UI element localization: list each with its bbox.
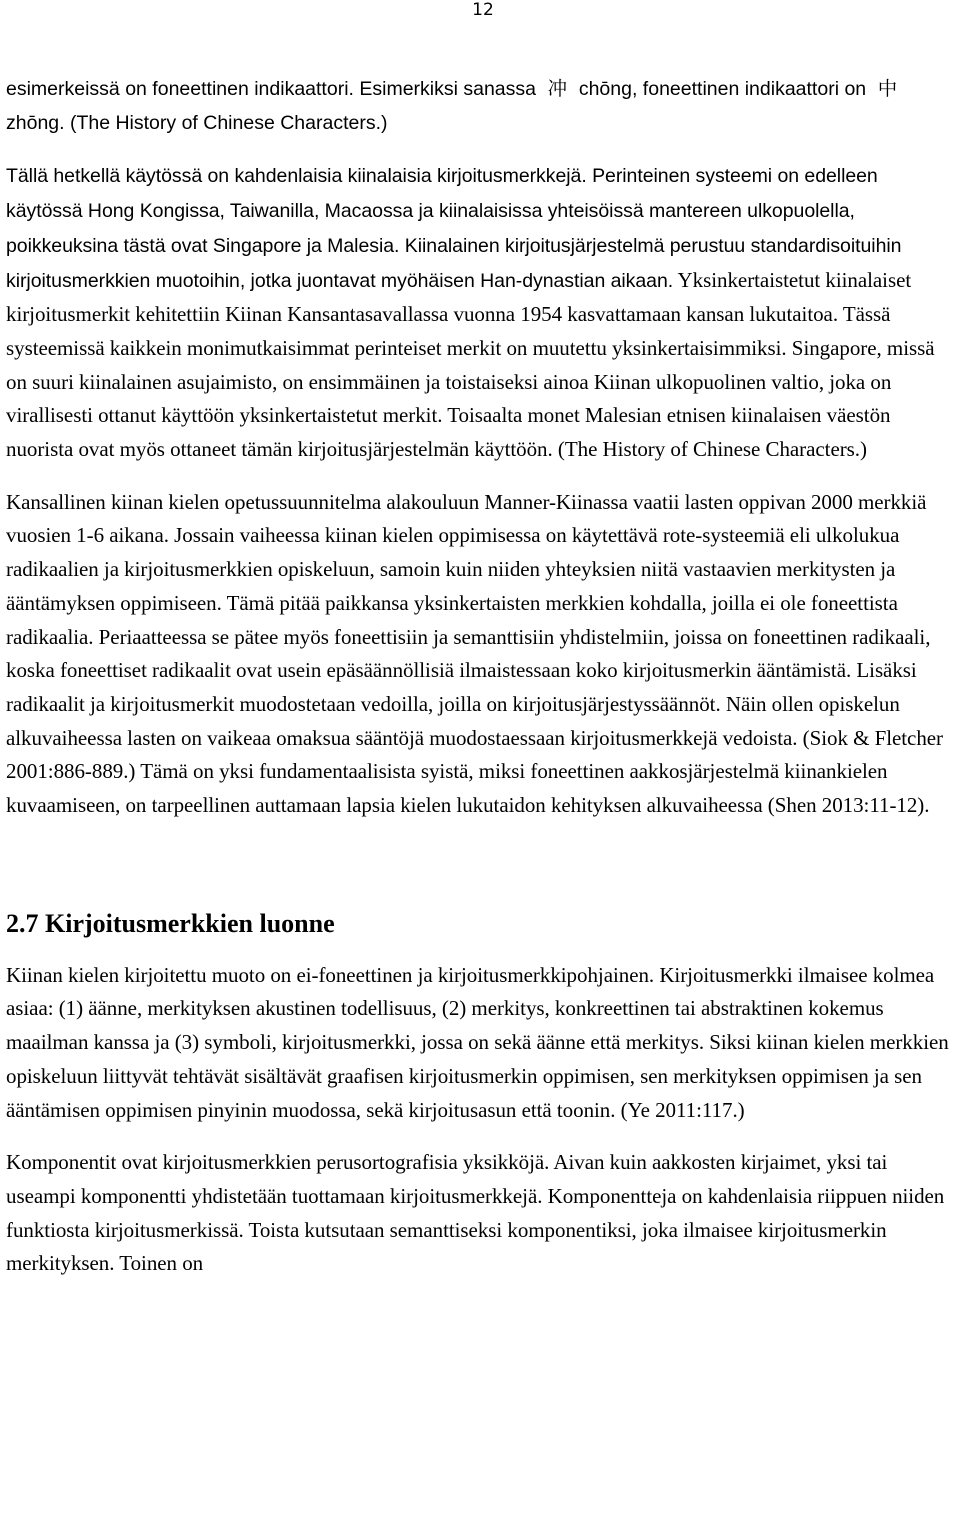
paragraph-komponentit: Komponentit ovat kirjoitusmerkkien perusortografisia yksikköjä. Aivan kuin aakkosten kirjaimet, yksi tai useampi komponentti yhdistetään tuottamaan kirjoitusmerkkejä. Komponentteja on kahdenlaisia riippuen niiden funktiosta kirjoitusmerkissä. Toista kutsutaan semanttiseksi komponentiksi, joka ilmaisee kirjoitusmerkin merkityksen. Toinen on — [6, 1150, 945, 1276]
paragraph-text: Yksinkertaistetut kiinalaiset kirjoitusmerkit kehitettiin Kiinan Kansantasavallassa vuonna 1954 kasvattamaan kansan lukutaitoa. Tässä systeemissä kaikkein monimutkaisimmat perinteiset merkit on muutettu yksinkertaisimmiksi. Singapore, missä on suuri kiinalainen asujaimisto, on ensimmäinen ja toistaiseksi ainoa Kiinan ulkopuolinen valtio, joka on virallisesti ottanut käyttöön yksinkertaistetut merkit. Toisaalta monet Malesian etnisen kiinalaisen väestön nuorista ovat myös ottaneet tämän kirjoitusjärjestelmän käyttöön. (The History of Chinese Characters.) — [6, 267, 935, 462]
paragraph-foneettinen-indikaattori — [6, 72, 956, 140]
paragraph-text: chōng, foneettinen indikaattori on — [573, 78, 872, 100]
page-number: 12 — [472, 0, 494, 20]
section-spacer — [6, 823, 956, 907]
paragraph-spacer — [6, 467, 956, 486]
paragraph-text: esimerkeissä on foneettinen indikaattori. Esimerkiksi sanassa — [6, 78, 542, 100]
section-heading: 2.7 Kirjoitusmerkkien luonne — [6, 908, 335, 938]
paragraph-text: Tällä hetkellä käytössä on kahdenlaisia kiinalaisia kirjoitusmerkkejä. Perinteinen systeemi on edelleen käytössä Hong Kongissa, Taiwanilla, Macaossa ja kiinalaisissa yhteisöissä mantereen ulkopuolella, poikkeuksina tästä ovat Singapore ja Malesia. Kiinalainen kirjoitusjärjestelmä perustuu standardisoituihin kirjoitusmerkkien muotoihin, jotka juontavat myöhäisen Han-dynastian aikaan. — [6, 165, 902, 292]
paragraph-kirjoitettu-muoto: Kiinan kielen kirjoitettu muoto on ei-foneettinen ja kirjoitusmerkkipohjainen. Kirjoitusmerkki ilmaisee kolmea asiaa: (1) äänne, merkityksen akustinen todellisuus, (2) merkitys, konkreettinen tai abstraktinen kokemus maailman kanssa ja (3) symboli, kirjoitusmerkki, jossa on sekä äänne että merkitys. Siksi kiinan kielen merkkien opiskeluun liittyvät tehtävät sisältävät graafisen kirjoitusmerkin oppimisen, sen merkityksen oppimisen ja sen ääntämisen oppimisen pinyinin muodossa, sekä kirjoitusasun että toonin. (Ye 2011:117.) — [6, 962, 949, 1122]
heading-spacer — [6, 941, 956, 959]
paragraph-spacer — [6, 140, 956, 159]
paragraph-spacer — [6, 1127, 956, 1146]
paragraph-text: zhōng. (The History of Chinese Characters.) — [6, 111, 388, 134]
chinese-character: 中 — [877, 77, 898, 100]
chinese-character: 冲 — [547, 77, 568, 100]
paragraph-opetussuunnitelma: Kansallinen kiinan kielen opetussuunnitelma alakouluun Manner-Kiinassa vaatii lasten oppivan 2000 merkkiä vuosien 1-6 aikana. Jossain vaiheessa kiinan kielen oppimisessa on käytettävä rote-systeemiä eli ulkolukua radikaalien ja kirjoitusmerkkien opiskeluun, samoin kuin niiden yhteyksien niitä vastaavien merkitysten ja ääntämyksen oppimiseen. Tämä pitää paikkansa yksinkertaisten merkkien kohdalla, joilla ei ole foneettista radikaalia. Periaatteessa se pätee myös foneettisiin ja semanttisiin yhdistelmiin, joissa on foneettinen radikaali, koska foneettiset radikaalit ovat usein epäsäännöllisiä ilmaistessaan koko kirjoitusmerkin ääntämistä. Lisäksi radikaalit ja kirjoitusmerkit muodostetaan vedoilla, joilla on kirjoitusjärjestyssäännöt. Näin ollen opiskelun alkuvaiheessa lasten on vaikeaa omaksua sääntöjä muodostaessaan kirjoitusmerkkejä vedoista. (Siok & Fletcher 2001:886-889.) Tämä on yksi fundamentaalisista syistä, miksi foneettinen aakkosjärjestelmä kiinankielen kuvaamiseen, on tarpeellinen auttamaan lapsia kielen lukutaidon kehityksen alkuvaiheessa (Shen 2013:11-12). — [6, 489, 943, 818]
paragraph-kahdenlaisia-kirjoitusmerkkeja — [6, 159, 956, 466]
document-body — [6, 72, 956, 1281]
